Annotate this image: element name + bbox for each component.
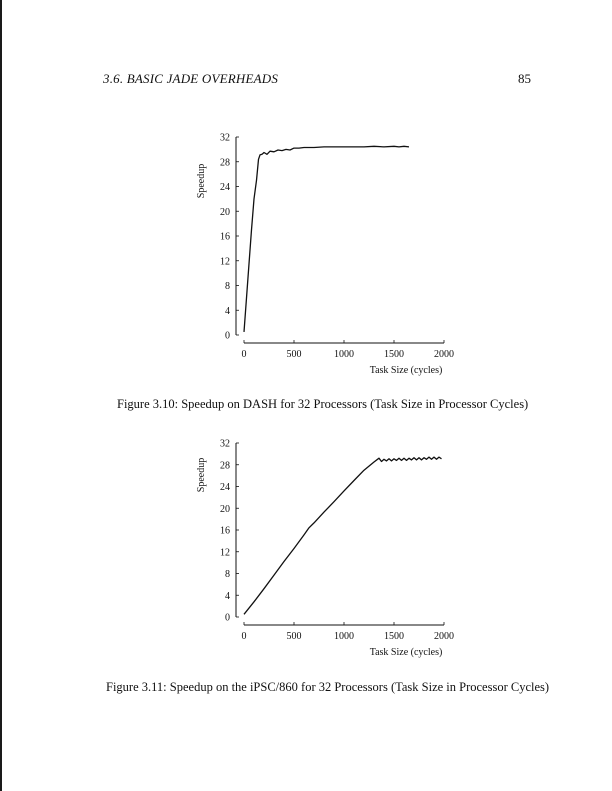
x-tick-label: 1500 xyxy=(384,631,404,642)
y-tick-label: 0 xyxy=(225,330,230,342)
y-tick-label: 16 xyxy=(220,231,230,243)
x-axis-title: Task Size (cycles) xyxy=(369,647,443,658)
x-axis-title: Task Size (cycles) xyxy=(369,365,443,376)
figure-3-10-caption: Figure 3.10: Speedup on DASH for 32 Processors (Task Size in Processor Cycles) xyxy=(117,397,529,411)
y-tick-label: 32 xyxy=(220,438,230,450)
x-tick-label: 500 xyxy=(286,349,302,360)
y-tick-label: 4 xyxy=(225,305,230,317)
x-tick-label: 0 xyxy=(241,349,247,360)
y-tick-label: 8 xyxy=(225,281,230,292)
figure-3-11-caption: Figure 3.11: Speedup on the iPSC/860 for 32 Processors (Task Size in Processor Cycles) xyxy=(106,680,550,694)
x-tick-label: 1500 xyxy=(384,349,404,360)
y-tick-label: 32 xyxy=(220,132,230,144)
y-axis-title: Speedup xyxy=(196,457,207,493)
figure-3-11-chart xyxy=(0,435,612,665)
y-tick-label: 16 xyxy=(220,525,230,537)
x-tick-label: 2000 xyxy=(434,631,454,642)
x-tick-label: 2000 xyxy=(434,349,454,360)
x-tick-label: 1000 xyxy=(334,631,354,642)
y-tick-label: 12 xyxy=(220,256,230,268)
figure-3-10-chart xyxy=(0,125,612,385)
y-tick-label: 28 xyxy=(220,460,230,472)
y-tick-label: 28 xyxy=(220,157,230,169)
x-tick-label: 0 xyxy=(241,631,247,642)
page-number: 85 xyxy=(518,71,531,86)
y-tick-label: 24 xyxy=(220,182,230,193)
y-tick-label: 0 xyxy=(225,612,230,624)
y-axis-title: Speedup xyxy=(196,163,207,199)
y-tick-label: 12 xyxy=(220,547,230,559)
y-tick-label: 20 xyxy=(220,206,230,218)
y-tick-label: 8 xyxy=(225,569,230,580)
page-left-edge xyxy=(0,0,2,791)
series-line-speedup xyxy=(244,457,442,614)
series-line-speedup xyxy=(244,146,409,332)
x-tick-label: 1000 xyxy=(334,349,354,360)
x-tick-label: 500 xyxy=(286,631,302,642)
y-tick-label: 4 xyxy=(225,590,230,602)
running-title: 3.6. BASIC JADE OVERHEADS xyxy=(103,71,279,86)
y-tick-label: 20 xyxy=(220,503,230,515)
y-tick-label: 24 xyxy=(220,482,230,493)
